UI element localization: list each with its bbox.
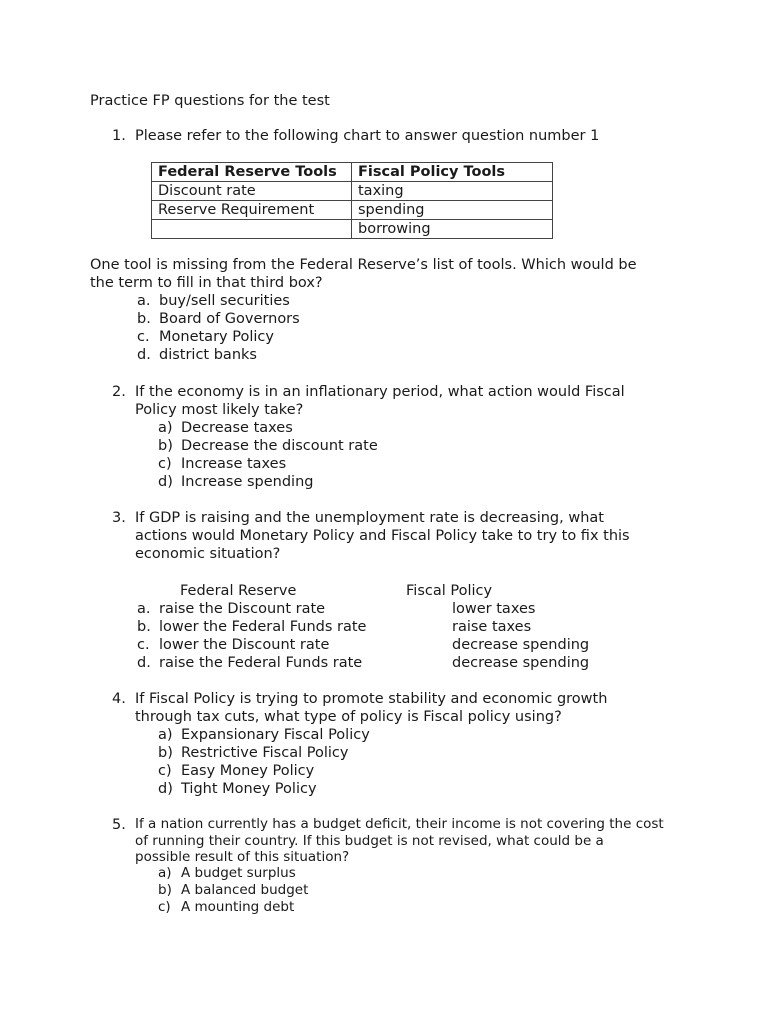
q3-option-fed: raise the Federal Funds rate	[159, 655, 363, 671]
q2-number: 2.	[112, 384, 126, 400]
table-row	[152, 201, 553, 220]
table-row	[152, 182, 553, 201]
q1-option-letter: d.	[137, 347, 151, 363]
q3-option-letter: b.	[137, 619, 151, 635]
q1-option-letter: a.	[137, 293, 151, 309]
table-cell: spending	[352, 201, 553, 220]
q4-option-letter: b)	[158, 745, 173, 761]
q3-column-federal-reserve: Federal Reserve	[180, 583, 297, 599]
q2-option-letter: c)	[158, 456, 172, 472]
q5-option-text: A budget surplus	[181, 865, 296, 881]
q5-text-line: possible result of this situation?	[135, 849, 350, 865]
q5-text-line: If a nation currently has a budget deficit, their income is not covering the cost	[135, 816, 664, 832]
q4-option-text: Easy Money Policy	[181, 763, 315, 779]
q4-option-letter: a)	[158, 727, 173, 743]
tools-table	[151, 162, 553, 239]
q4-text-line: through tax cuts, what type of policy is Fiscal policy using?	[135, 709, 562, 725]
table-header-row	[152, 163, 553, 182]
q3-text-line: economic situation?	[135, 546, 281, 562]
q2-text-line: If the economy is in an inflationary period, what action would Fiscal	[135, 384, 625, 400]
q5-option-letter: a)	[158, 865, 172, 881]
q3-option-fiscal: lower taxes	[452, 601, 536, 617]
q1-question-line: the term to fill in that third box?	[90, 275, 323, 291]
q3-option-fiscal: raise taxes	[452, 619, 532, 635]
q3-option-letter: a.	[137, 601, 151, 617]
q1-question-line: One tool is missing from the Federal Reserve’s list of tools. Which would be	[90, 257, 637, 273]
table-cell: Discount rate	[152, 182, 352, 201]
q2-option-text: Decrease taxes	[181, 420, 293, 436]
q2-option-letter: a)	[158, 420, 173, 436]
q2-option-text: Increase spending	[181, 474, 314, 490]
page-title: Practice FP questions for the test	[90, 93, 330, 109]
q2-text-line: Policy most likely take?	[135, 402, 304, 418]
header-federal-reserve-tools: Federal Reserve Tools	[152, 163, 352, 182]
q1-option-text: Monetary Policy	[159, 329, 274, 345]
q1-option-text: buy/sell securities	[159, 293, 290, 309]
table-cell: Reserve Requirement	[152, 201, 352, 220]
q1-text: Please refer to the following chart to answer question number 1	[135, 128, 600, 144]
q5-option-text: A mounting debt	[181, 899, 295, 915]
q4-option-letter: d)	[158, 781, 173, 797]
q2-option-text: Increase taxes	[181, 456, 287, 472]
q1-option-text: Board of Governors	[159, 311, 300, 327]
q4-option-text: Restrictive Fiscal Policy	[181, 745, 349, 761]
q1-option-letter: b.	[137, 311, 151, 327]
q3-option-fiscal: decrease spending	[452, 655, 590, 671]
q4-option-letter: c)	[158, 763, 172, 779]
q2-option-letter: d)	[158, 474, 173, 490]
q1-option-letter: c.	[137, 329, 150, 345]
q4-number: 4.	[112, 691, 126, 707]
q3-option-fed: raise the Discount rate	[159, 601, 326, 617]
q3-option-fed: lower the Discount rate	[159, 637, 330, 653]
q1-option-text: district banks	[159, 347, 257, 363]
q2-option-letter: b)	[158, 438, 173, 454]
q3-number: 3.	[112, 510, 126, 526]
table-cell: taxing	[352, 182, 553, 201]
q4-option-text: Expansionary Fiscal Policy	[181, 727, 370, 743]
q3-option-fed: lower the Federal Funds rate	[159, 619, 367, 635]
q4-option-text: Tight Money Policy	[181, 781, 317, 797]
q2-option-text: Decrease the discount rate	[181, 438, 378, 454]
q3-option-fiscal: decrease spending	[452, 637, 590, 653]
q3-column-fiscal-policy: Fiscal Policy	[406, 583, 493, 599]
table-cell: borrowing	[352, 220, 553, 239]
q5-number: 5.	[112, 817, 126, 833]
header-fiscal-policy-tools: Fiscal Policy Tools	[352, 163, 553, 182]
table-row	[152, 220, 553, 239]
q3-option-letter: c.	[137, 637, 150, 653]
q4-text-line: If Fiscal Policy is trying to promote stability and economic growth	[135, 691, 608, 707]
q5-text-line: of running their country. If this budget is not revised, what could be a	[135, 833, 604, 849]
q3-option-letter: d.	[137, 655, 151, 671]
q5-option-letter: c)	[158, 899, 171, 915]
q3-text-line: If GDP is raising and the unemployment rate is decreasing, what	[135, 510, 604, 526]
table-cell-empty	[152, 220, 352, 239]
q1-number: 1.	[112, 128, 126, 144]
q3-text-line: actions would Monetary Policy and Fiscal Policy take to try to fix this	[135, 528, 630, 544]
q5-option-letter: b)	[158, 882, 172, 898]
q5-option-text: A balanced budget	[181, 882, 309, 898]
